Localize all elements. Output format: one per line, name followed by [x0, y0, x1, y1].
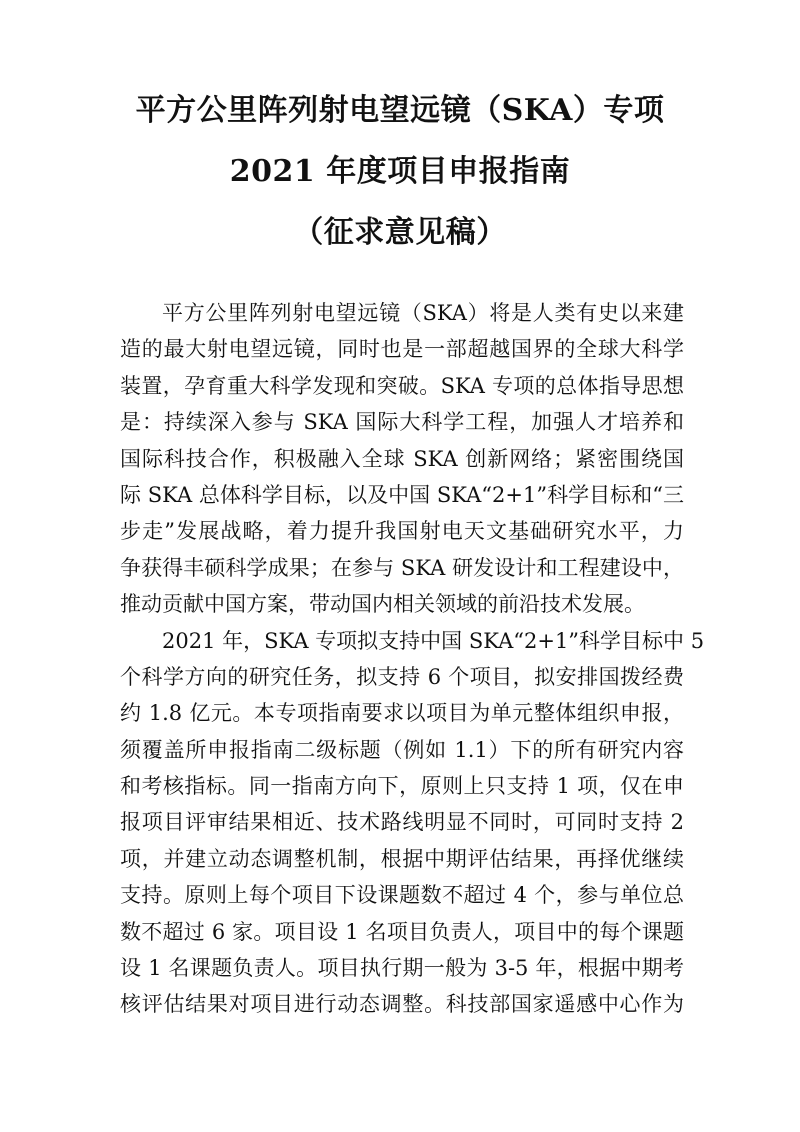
paragraph-line: 约 1.8 亿元。本专项指南要求以项目为单元整体组织申报，: [120, 701, 684, 726]
paragraph-line: 数不超过 6 家。项目设 1 名项目负责人，项目中的每个课题: [120, 919, 684, 944]
document-body: [120, 301, 705, 1031]
paragraph-line: 推动贡献中国方案，带动国内相关领域的前沿技术发展。: [120, 592, 645, 617]
paragraph-line: 是：持续深入参与 SKA 国际大科学工程，加强人才培养和: [120, 410, 684, 435]
paragraph-line: 支持。原则上每个项目下设课题数不超过 4 个，参与单位总: [120, 883, 684, 908]
paragraph-line: 国际科技合作，积极融入全球 SKA 创新网络；紧密围绕国: [120, 446, 684, 471]
paragraph-line: 须覆盖所申报指南二级标题（例如 1.1）下的所有研究内容: [120, 737, 684, 762]
paragraph-line: 项，并建立动态调整机制，根据中期评估结果，再择优继续: [120, 846, 684, 871]
title-line-year: 2021 年度项目申报指南: [229, 154, 571, 189]
paragraph-intro: [120, 303, 684, 615]
paragraph-line: 个科学方向的研究任务，拟支持 6 个项目，拟安排国拨经费: [120, 664, 684, 689]
paragraph-line: 装置，孕育重大科学发现和突破。SKA 专项的总体指导思想: [120, 373, 684, 398]
paragraph-line: 设 1 名课题负责人。项目执行期一般为 3-5 年，根据中期考: [120, 956, 684, 981]
paragraph-line: 2021 年，SKA 专项拟支持中国 SKA“2+1”科学目标中 5: [162, 628, 705, 653]
paragraph-line: 步走”发展战略，着力提升我国射电天文基础研究水平，力: [120, 519, 684, 544]
paragraph-line: 造的最大射电望远镜，同时也是一部超越国界的全球大科学: [120, 337, 684, 362]
paragraph-line: 报项目评审结果相近、技术路线明显不同时，可同时支持 2: [120, 810, 684, 835]
title-line-draft-note: （征求意见稿）: [293, 215, 507, 250]
paragraph-line: 平方公里阵列射电望远镜（SKA）将是人类有史以来建: [162, 301, 684, 325]
title-line-main: 平方公里阵列射电望远镜（SKA）专项: [135, 93, 665, 128]
paragraph-line: 核评估结果对项目进行动态调整。科技部国家遥感中心作为: [120, 992, 684, 1017]
paragraph-2021-plan: [120, 628, 705, 1017]
document-title: [0, 93, 800, 279]
paragraph-line: 和考核指标。同一指南方向下，原则上只支持 1 项，仅在申: [120, 774, 684, 799]
paragraph-line: 际 SKA 总体科学目标，以及中国 SKA“2+1”科学目标和“三: [120, 482, 684, 507]
paragraph-line: 争获得丰硕科学成果；在参与 SKA 研发设计和工程建设中，: [120, 555, 684, 580]
